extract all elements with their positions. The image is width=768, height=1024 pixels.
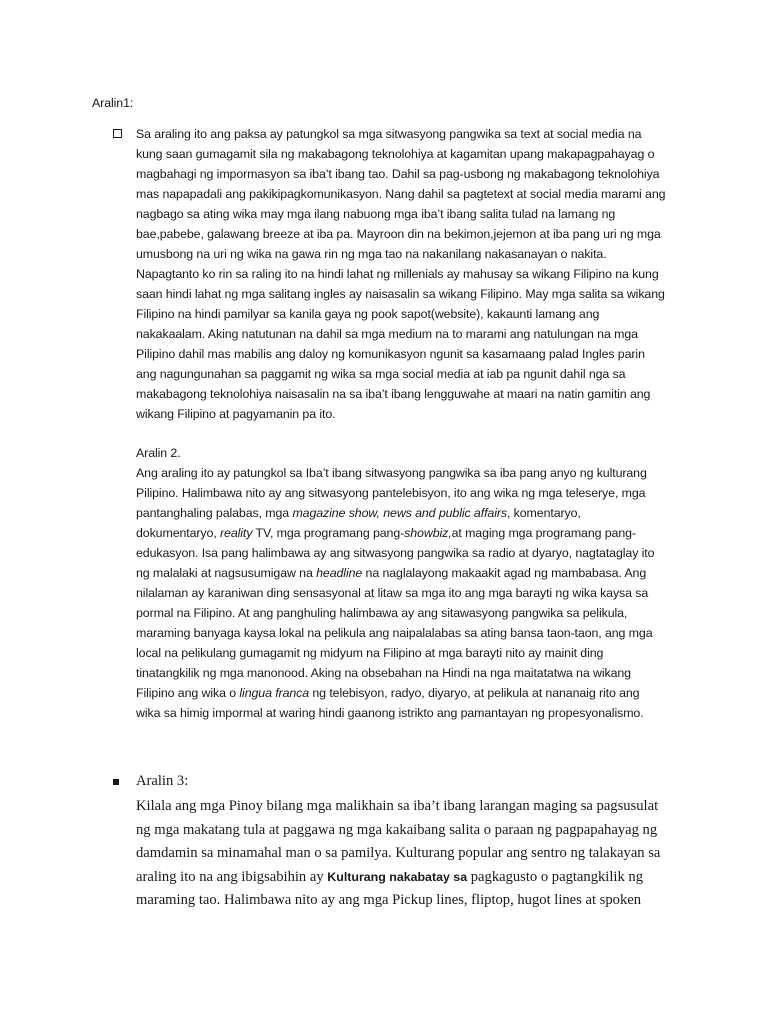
text-line: saan hindi lahat ng mga salitang ingles ay naisasalin sa wikang Filipino. May mga salita sa wikang (136, 287, 665, 301)
text-line: ang nagungunahan sa paggamit ng wika sa mga social media at iab pa ngunit dahil nga sa (136, 367, 626, 381)
text-line: makabagong teknolohiya naisasalin na sa iba’t ibang lengguwahe at maari na natin gamitin ang (136, 387, 651, 401)
text-line: kung saan gumagamit sila ng makabagong teknolohiya at kagamitan upang makapagpahayag o (136, 147, 655, 161)
text-line: Filipino na hindi pamilyar sa kanila gaya ng pook sapot(website), kakaunti lamang ang (136, 307, 600, 321)
text-line: nagbago sa ating wika may mga ilang nabuong mga iba’t ibang salita tulad na lamang ng (136, 207, 616, 221)
text-line: damdamin sa minamahal man o sa pamilya. Kulturang popular ang sentro ng talakayan sa (136, 845, 661, 861)
text-line: maraming tao. Halimbawa nito ay ang mga Pickup lines, fliptop, hugot lines at spoken (136, 892, 642, 908)
text-line: umusbong na uri ng wika na gawa rin ng mga tao na nakanilang nakasanayan o nakita. (136, 247, 607, 261)
text-run: araling ito na ang ibigsabihin ay (136, 868, 328, 885)
text-run: na naglalayong makaakit agad ng mambabasa. Ang (362, 566, 647, 580)
text-line (136, 563, 676, 583)
aralin2-paragraph (136, 463, 676, 723)
text-line: maraming banyaga kaysa lokal na pelikula ang naipalalabas sa ating bansa taon-taon, ang mga (136, 626, 653, 640)
bold-text: Kulturang nakabatay sa (327, 869, 468, 884)
aralin3-heading: Aralin 3: (136, 773, 189, 789)
text-line: wika sa himig impormal at waring hindi gaanong istrikto ang pamantayan ng propesyonalismo. (136, 706, 644, 720)
text-line: Ang araling ito ay patungkol sa Iba’t ibang sitwasyong pangwika sa iba pang anyo ng kulturang (136, 466, 647, 480)
text-run: ng telebisyon, radyo, diyaryo, at pelikula at nananaig rito ang (309, 686, 640, 700)
text-line (136, 523, 676, 543)
text-run: TV, mga programang pang- (252, 526, 405, 540)
text-run: dokumentaryo, (136, 526, 221, 540)
text-line (136, 683, 676, 703)
text-line: Pilipino. Halimbawa nito ay ang sitwasyong pantelebisyon, ito ang wika ng mga teleserye, mga (136, 486, 646, 500)
text-line: Napagtanto ko rin sa raling ito na hindi lahat ng millenials ay mahusay sa wikang Filipino na kung (136, 267, 659, 281)
aralin2-heading: Aralin 2. (136, 446, 181, 460)
text-line: tinatangkilik ng mga manonood. Aking na obsebahan na Hindi na nga maitatatwa na wikang (136, 666, 631, 680)
text-line: Pilipino dahil mas mabilis ang daloy ng komunikasyon ngunit sa kasamaang palad Ingles parin (136, 347, 645, 361)
square-bullet-icon (113, 779, 119, 785)
text-line: nilalaman ay karaniwan ding sensasyonal at litaw sa mga ito ang mga barayti ng wika kaysa sa (136, 586, 649, 600)
aralin1-paragraph (136, 124, 676, 424)
text-line: mas napapadali ang pakikipagkomunikasyon. Nang dahil sa pagtetext at social media marami ang (136, 187, 666, 201)
aralin3-paragraph (136, 795, 696, 913)
text-line: wikang Filipino at pagyamanin pa ito. (136, 407, 336, 421)
text-run: pantanghaling palabas, mga (136, 506, 293, 520)
text-line: magbahagi ng impormasyon sa iba’t ibang tao. Dahil sa pag-usbong ng makabagong teknolohiya (136, 167, 660, 181)
text-line: bae,pabebe, galawang breeze at iba pa. Mayroon din na bekimon,jejemon at iba pang uri ng mga (136, 227, 661, 241)
text-line: Sa araling ito ang paksa ay patungkol sa mga sitwasyong pangwika sa text at social media na (136, 127, 642, 141)
italic-text: reality (220, 526, 253, 540)
text-run: pagkagusto o pagtangkilik ng (467, 868, 644, 885)
text-line: local na pelikulang gumagamit ng midyum na Filipino at mga barayti nito ay mainit ding (136, 646, 604, 660)
italic-text: headline (316, 566, 363, 580)
italic-text: magazine show, news and public affairs (292, 506, 507, 520)
checkbox-bullet-icon (113, 129, 122, 138)
text-line: Kilala ang mga Pinoy bilang mga malikhain sa iba’t ibang larangan maging sa pagsusulat (136, 798, 659, 814)
text-line: edukasyon. Isa pang halimbawa ay ang sitwasyong pangwika sa radio at dyaryo, nagtataglay ito (136, 546, 655, 560)
text-line: ng mga makatang tula at paggawa ng mga kakaibang salita o paraan ng pagpapahayag ng (136, 821, 658, 838)
text-line: nakakaalam. Aking natutunan na dahil sa mga medium na to marami ang natulungan na mga (136, 327, 638, 341)
italic-text: showbiz, (404, 526, 452, 540)
aralin1-heading: Aralin1: (92, 96, 134, 110)
text-run: Filipino ang wika o (136, 686, 240, 700)
text-line: pormal na Filipino. At ang panghuling halimbawa ay ang sitawasyong pangwika sa pelikula, (136, 606, 628, 620)
italic-text: lingua franca (239, 686, 310, 700)
text-line (136, 866, 696, 890)
text-run: at maging mga programang pang- (451, 526, 636, 540)
text-run: , komentaryo, (506, 506, 581, 520)
text-run: ng malalaki at nagsusumigaw na (136, 566, 317, 580)
text-line (136, 503, 676, 523)
